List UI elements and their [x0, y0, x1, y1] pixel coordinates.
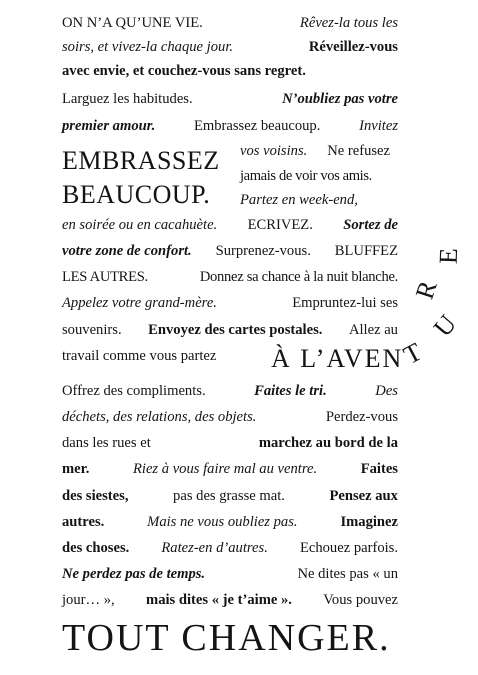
phrase-mer: mer. [62, 461, 90, 477]
phrase-soirs-vivez: soirs, et vivez-la chaque jour. [62, 39, 234, 55]
text-line-3 [62, 62, 398, 80]
phrase-avec-envie: avec envie, et couchez-vous sans regret. [62, 63, 306, 79]
phrase-imaginez: Imaginez [340, 514, 398, 530]
headline-beaucoup: BEAUCOUP. [62, 180, 211, 209]
phrase-autres: autres. [62, 514, 105, 530]
phrase-ne-perdez-pas: Ne perdez pas de temps. [62, 566, 206, 582]
phrase-invitez: Invitez [359, 118, 398, 134]
phrase-mais-dites-je-taime: mais dites « je t’aime ». [146, 592, 292, 608]
text-line-7 [240, 167, 396, 185]
phrase-perdez-vous: Perdez-vous [325, 409, 398, 425]
phrase-souvenirs: souvenirs. [62, 322, 122, 338]
headline-aventure: À L’AVEN [271, 344, 404, 373]
phrase-ecrivez: ECRIVEZ. [247, 217, 313, 233]
phrase-premier-amour: premier amour. [62, 118, 156, 134]
phrase-sortez-de: Sortez de [343, 217, 398, 233]
arc-letter-e: E [433, 247, 464, 265]
text-line-23 [62, 591, 398, 609]
phrase-des: Des [375, 383, 398, 399]
phrase-echouez-parfois: Echouez parfois. [299, 540, 398, 556]
phrase-faites: Faites [360, 461, 398, 477]
text-line-20 [62, 513, 398, 531]
text-line-14 [62, 347, 262, 365]
phrase-empruntez-lui: Empruntez-lui ses [292, 295, 398, 311]
phrase-riez: Riez à vous faire mal au ventre. [132, 461, 318, 477]
phrase-dechets-relations: déchets, des relations, des objets. [62, 409, 257, 425]
phrase-vos-voisins: vos voisins. [240, 143, 308, 159]
phrase-pensez-aux: Pensez aux [329, 488, 398, 504]
text-line-9 [62, 216, 398, 234]
text-line-18 [62, 460, 398, 478]
phrase-des-siestes: des siestes, [62, 488, 129, 504]
phrase-partez-en-week-end: Partez en week-end, [240, 192, 358, 208]
phrase-nuit-blanche: Donnez sa chance à la nuit blanche. [199, 269, 398, 285]
phrase-bluffez: BLUFFEZ [334, 243, 398, 259]
phrase-ne-dites-pas: Ne dites pas « un [297, 566, 398, 582]
phrase-zone-de-confort: votre zone de confort. [62, 243, 192, 259]
phrase-travail-comme: travail comme vous partez [62, 348, 217, 364]
phrase-jamais-de-voir: jamais de voir vos amis. [240, 168, 372, 184]
text-line-10 [62, 242, 398, 260]
phrase-larguez: Larguez les habitudes. [62, 91, 193, 107]
text-line-8 [240, 191, 396, 209]
phrase-pas-des-grasse-mat: pas des grasse mat. [173, 488, 285, 504]
phrase-les-autres: LES AUTRES. [62, 269, 148, 285]
phrase-en-soiree: en soirée ou en cacahuète. [62, 217, 218, 233]
phrase-ratez-en: Ratez-en d’autres. [161, 540, 268, 556]
text-line-19 [62, 487, 398, 505]
phrase-mais-ne-vous: Mais ne vous oubliez pas. [147, 514, 298, 530]
phrase-appelez-grand-mere: Appelez votre grand-mère. [62, 295, 217, 311]
text-line-12 [62, 294, 398, 312]
text-line-22 [62, 565, 398, 583]
phrase-dans-les-rues: dans les rues et [62, 435, 151, 451]
phrase-embrassez-beaucoup: Embrassez beaucoup. [193, 118, 321, 134]
phrase-on-na-quune-vie: ON N’A QU’UNE VIE. [62, 15, 203, 31]
text-line-17 [62, 434, 398, 452]
phrase-marchez-au-bord: marchez au bord de la [258, 435, 398, 451]
text-line-5 [62, 117, 398, 135]
text-line-21 [62, 539, 398, 557]
headline-embrassez: EMBRASSEZ [62, 146, 220, 175]
phrase-des-choses: des choses. [62, 540, 130, 556]
phrase-offrez-compliments: Offrez des compliments. [62, 383, 206, 399]
phrase-surprenez-vous: Surprenez-vous. [215, 243, 311, 259]
phrase-ne-refusez: Ne refusez [327, 143, 390, 159]
phrase-noubliez-pas: N’oubliez pas votre [282, 91, 398, 107]
text-line-2 [62, 38, 398, 56]
text-line-4 [62, 90, 398, 108]
phrase-jour: jour… », [62, 592, 115, 608]
arc-letter-r: R [409, 277, 443, 303]
phrase-revez-la: Rêvez-la tous les [299, 15, 398, 31]
text-line-16 [62, 408, 398, 426]
text-line-15 [62, 382, 398, 400]
text-line-1 [62, 14, 398, 32]
phrase-faites-le-tri: Faites le tri. [254, 383, 327, 399]
arc-letter-t: T [398, 337, 427, 371]
text-line-6 [240, 142, 390, 160]
text-line-11 [62, 268, 398, 286]
phrase-vous-pouvez: Vous pouvez [323, 592, 398, 608]
phrase-allez-au: Allez au [348, 322, 398, 338]
phrase-reveillez-vous: Réveillez-vous [308, 39, 398, 55]
phrase-cartes-postales: Envoyez des cartes postales. [148, 322, 323, 338]
headline-tout-changer: TOUT CHANGER. [62, 617, 391, 659]
text-line-13 [62, 321, 398, 339]
arc-letter-u: U [427, 309, 463, 343]
